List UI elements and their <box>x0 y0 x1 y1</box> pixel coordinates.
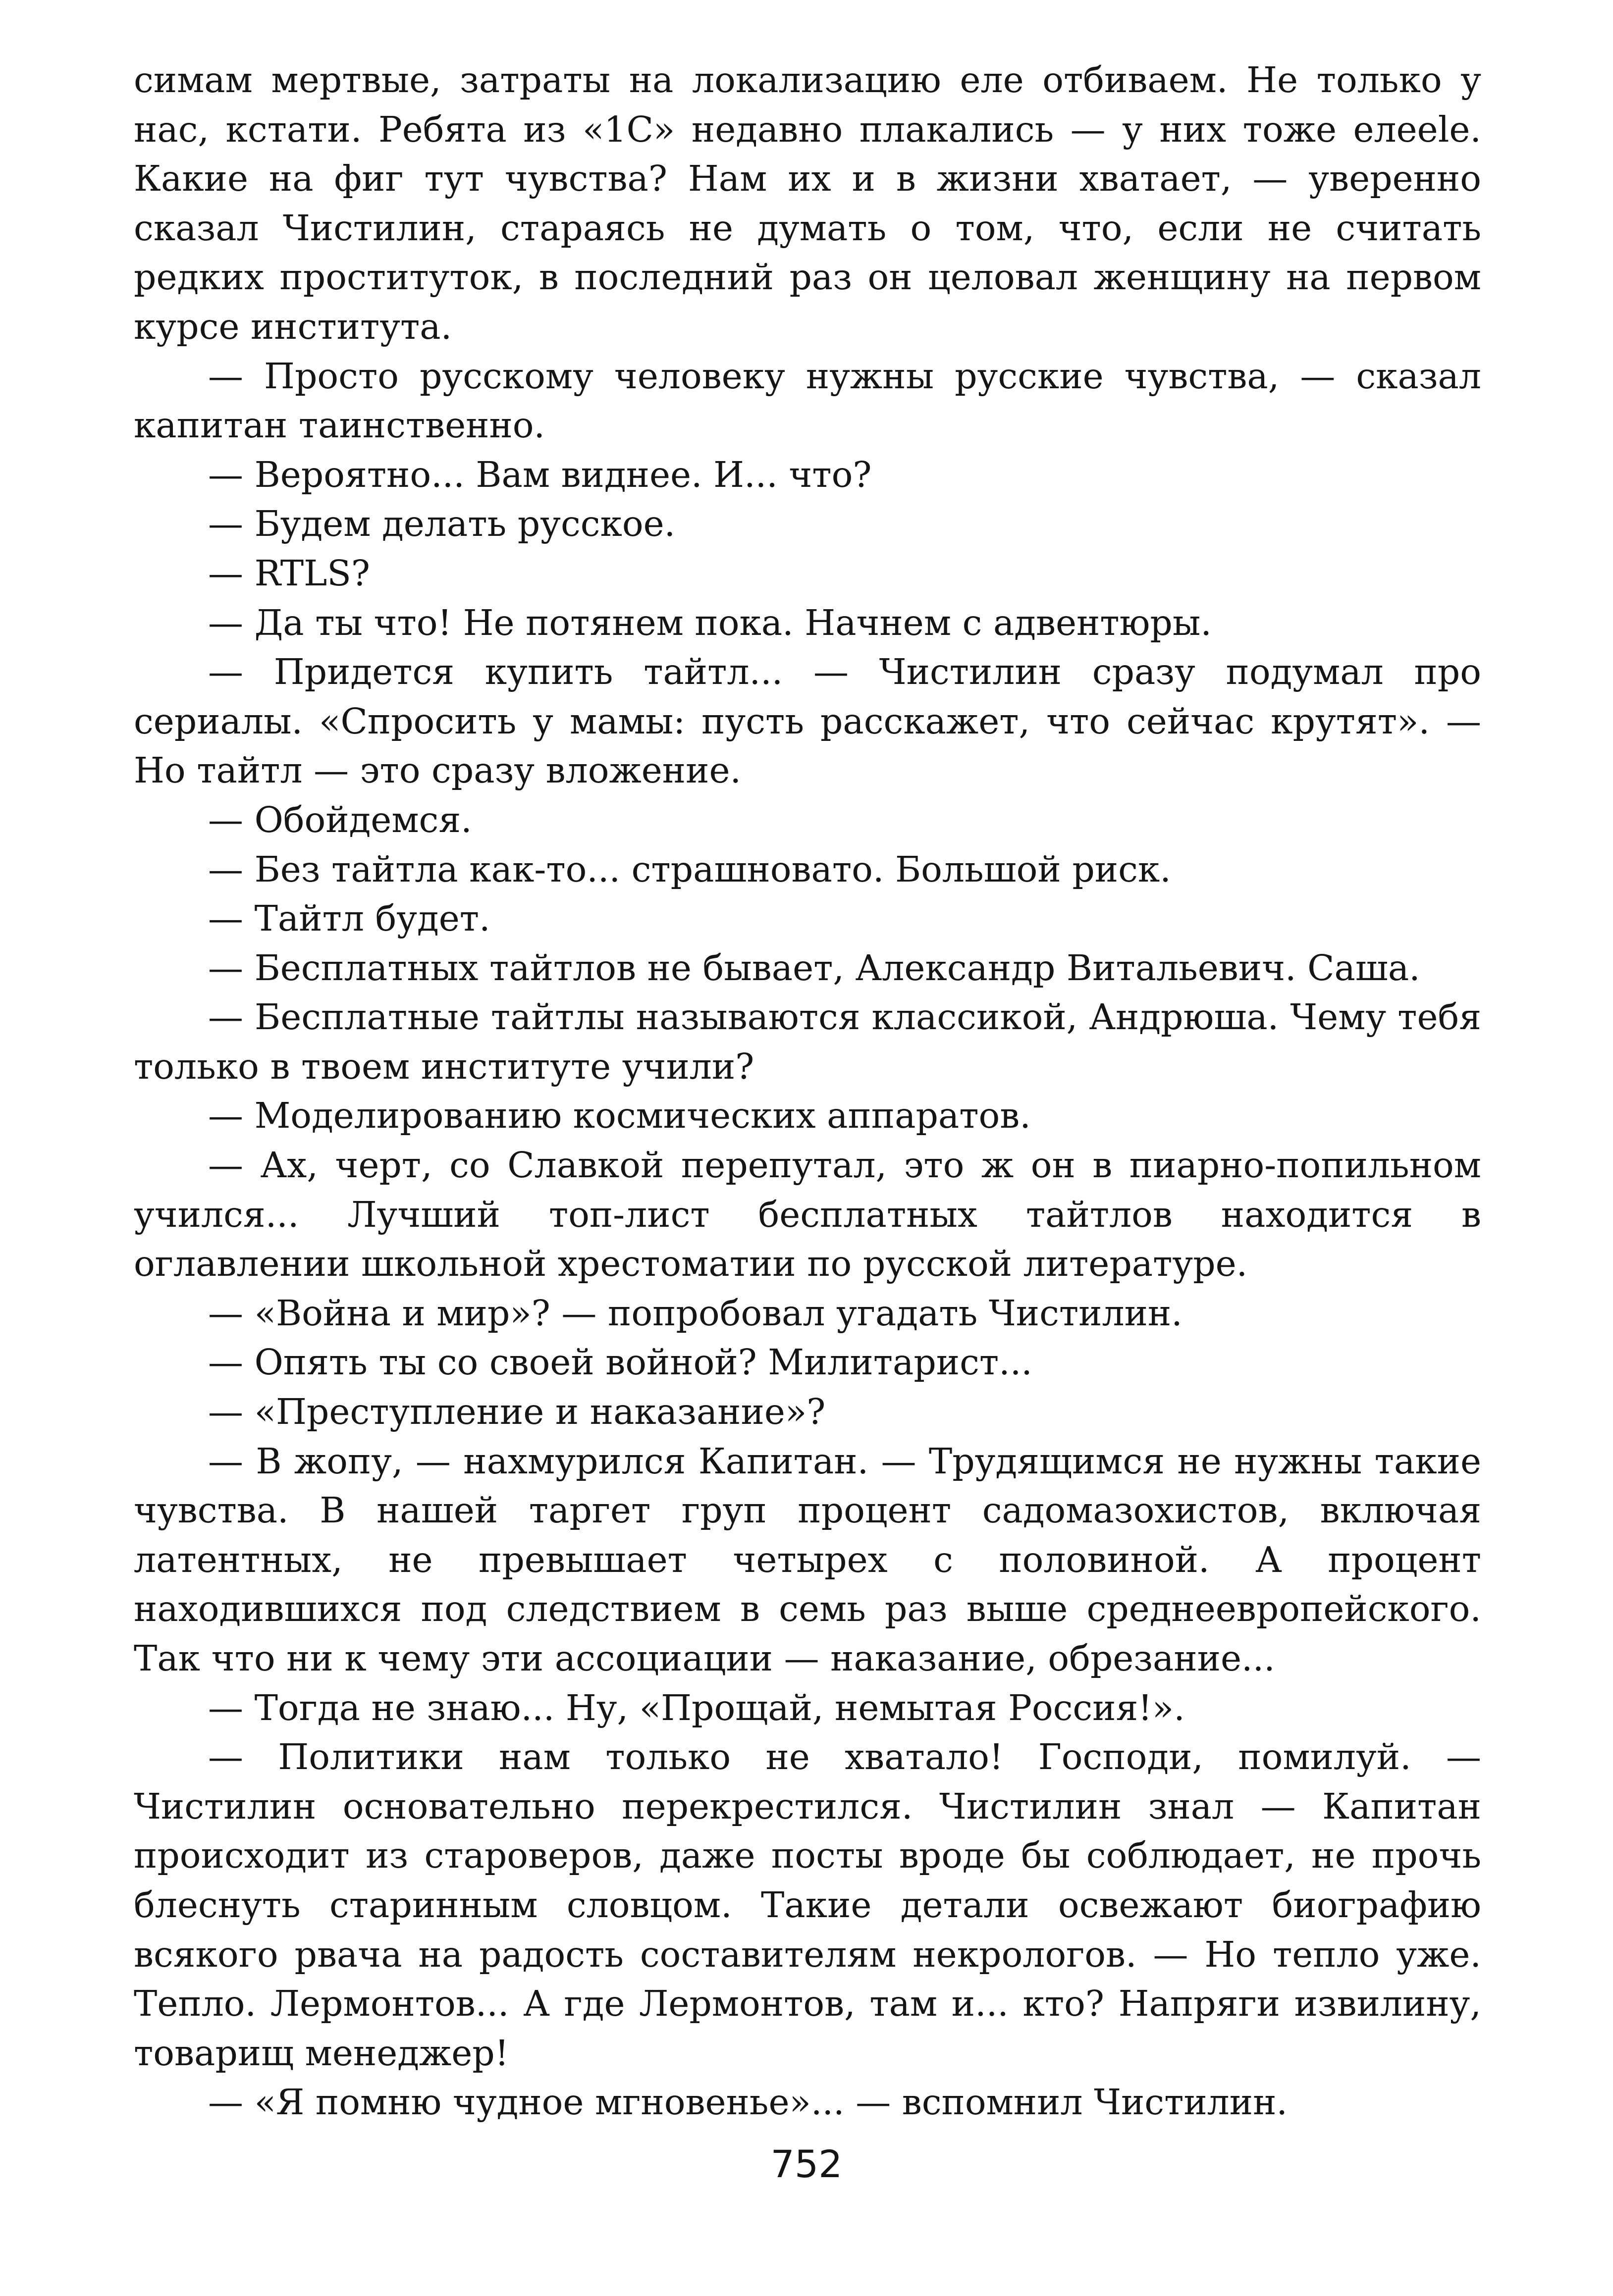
paragraph-continuation: симам мертвые, затраты на локализацию еле отбиваем. Не только у нас, кстати. Ребята из «1С» недавно плакались — у них тоже елеele. Какие на фиг тут чувства? Нам их и в жизни хватает, — уверенно сказал Чистилин, стараясь не думать о том, что, если не считать редких проституток, в последний раз он целовал женщину на первом курсе института. <box>134 59 1481 347</box>
paragraph-dialogue: — Придется купить тайтл... — Чистилин сразу подумал про сериалы. «Спросить у мамы: пусть расскажет, что сейчас крутят». — Но тайтл — это сразу вложение. <box>134 651 1481 791</box>
paragraph-dialogue: — Опять ты со своей войной? Милитарист... <box>208 1342 1032 1383</box>
paragraph-dialogue: — Вероятно... Вам виднее. И... что? <box>208 454 872 495</box>
paragraph-dialogue: — Ах, черт, со Славкой перепутал, это ж он в пиарно-попильном учился... Лучший топ-лист бесплатных тайтлов находится в оглавлении школьной хрестоматии по русской литературе. <box>134 1145 1481 1285</box>
paragraph-dialogue: — Бесплатные тайтлы называются классикой, Андрюша. Чему тебя только в твоем институте учили? <box>134 996 1481 1087</box>
paragraph-dialogue: — Без тайтла как-то... страшновато. Большой риск. <box>208 848 1171 890</box>
paragraph-dialogue: — Тайтл будет. <box>208 898 490 939</box>
paragraph-dialogue: — Бесплатных тайтлов не бывает, Александр Витальевич. Саша. <box>208 947 1420 989</box>
paragraph-dialogue: — Политики нам только не хватало! Господи, помилуй. — Чистилин основательно перекрестился. Чистилин знал — Капитан происходит из староверов, даже посты вроде бы соблюдает, не прочь блеснуть старинным словцом. Такие детали освежают биографию всякого рвача на радость составителям некрологов. — Но тепло уже. Тепло. Лермонтов... А где Лермонтов, там и... кто? Напряги извилину, товарищ менеджер! <box>134 1736 1481 2074</box>
paragraph-dialogue: — «Война и мир»? — попробовал угадать Чистилин. <box>208 1292 1183 1334</box>
paragraph-dialogue: — Обойдемся. <box>208 799 472 840</box>
paragraph-dialogue: — Будем делать русское. <box>208 503 676 545</box>
body-text <box>134 55 1481 2127</box>
paragraph-dialogue: — Тогда не знаю... Ну, «Прощай, немытая Россия!». <box>208 1687 1185 1728</box>
paragraph-dialogue: — Да ты что! Не потянем пока. Начнем с адвентюры. <box>208 602 1212 643</box>
paragraph-dialogue: — «Преступление и наказание»? <box>208 1391 826 1433</box>
paragraph-dialogue: — «Я помню чудное мгновенье»... — вспомнил Чистилин. <box>208 2082 1288 2123</box>
paragraph-dialogue: — Моделированию космических аппаратов. <box>208 1095 1031 1137</box>
paragraph-dialogue: — RTLS? <box>208 552 370 594</box>
page-number: 752 <box>770 2142 843 2186</box>
paragraph-dialogue: — В жопу, — нахмурился Капитан. — Трудящимся не нужны такие чувства. В нашей таргет груп процент садомазохистов, включая латентных, не превышает четырех с половиной. А процент находившихся под следствием в семь раз выше среднеевропейского. Так что ни к чему эти ассоциации — наказание, обрезание... <box>134 1440 1481 1679</box>
paragraph-dialogue: — Просто русскому человеку нужны русские чувства, — сказал капитан таинственно. <box>134 355 1481 446</box>
